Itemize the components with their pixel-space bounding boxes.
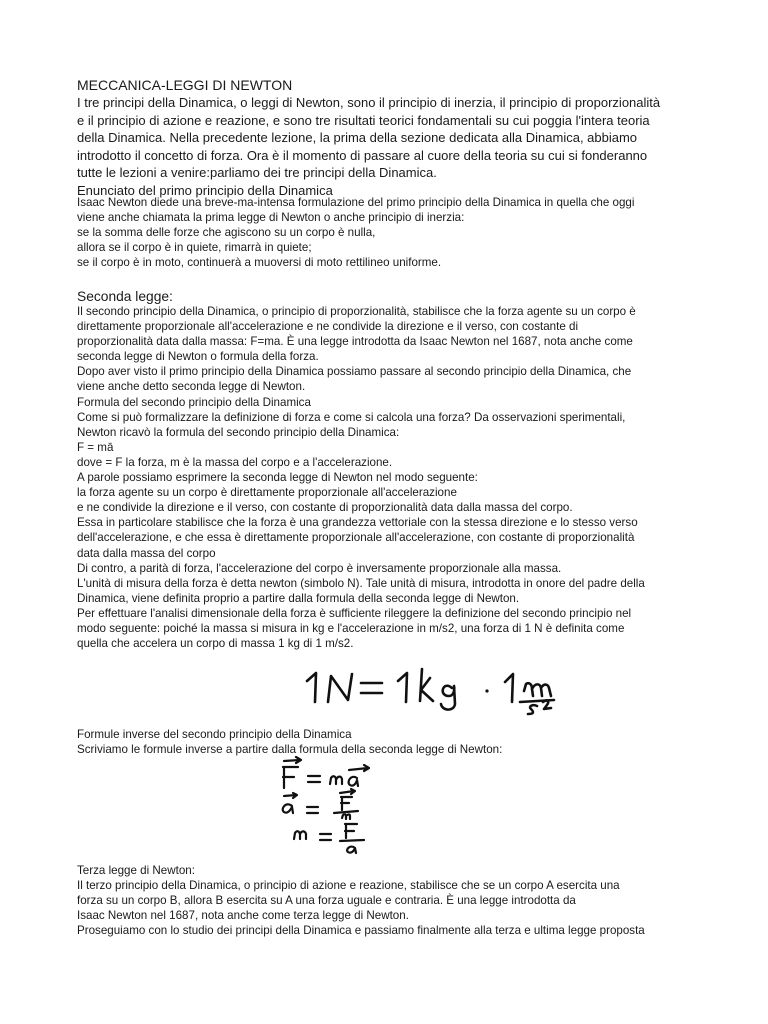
text-line: Essa in particolare stabilisce che la forza è una grandezza vettoriale con la stessa direzione e lo stesso verso (77, 516, 638, 530)
text-line: forza su un corpo B, allora B esercita su A una forza uguale e contraria. È una legge introdotta da (77, 894, 576, 908)
text-line: I tre principi della Dinamica, o leggi di Newton, sono il principio di inerzia, il principio di proporzionalità (77, 95, 661, 110)
text-line: Scriviamo le formule inverse a partire dalla formula della seconda legge di Newton: (77, 743, 503, 757)
text-line: seconda legge di Newton o formula della forza. (77, 350, 319, 364)
text-line: Per effettuare l'analisi dimensionale della forza è sufficiente rileggere la definizione del secondo principio nel (77, 606, 632, 620)
text-line: se la somma delle forze che agiscono su un corpo è nulla, (77, 226, 376, 240)
text-line: Come si può formalizzare la definizione di forza e come si calcola una forza? Da osservazioni sperimentali, (77, 410, 626, 424)
text-line: proporzionalità data dalla massa: F=ma. È una legge introdotta da Isaac Newton nel 1687, nota anche come (77, 335, 633, 349)
text-line: se il corpo è in moto, continuerà a muoversi di moto rettilineo uniforme. (77, 256, 442, 270)
page-title: MECCANICA-LEGGI DI NEWTON (77, 77, 293, 93)
third-law-paragraph (77, 863, 702, 938)
handwritten-inverse-formulas (272, 756, 382, 856)
text-line: data dalla massa del corpo (77, 546, 216, 560)
text-line: dove = F la forza, m è la massa del corpo e a l'accelerazione. (77, 455, 393, 469)
section-heading: Enunciato del primo principio della Dinamica (77, 182, 333, 198)
formula-line: F = mā (77, 440, 114, 454)
text-line: Il secondo principio della Dinamica, o principio di proporzionalità, stabilisce che la forza agente su un corpo è (77, 305, 636, 318)
text-line: Dopo aver visto il primo principio della Dinamica possiamo passare al secondo principio della Dinamica, che (77, 365, 632, 379)
text-line: quella che accelera un corpo di massa 1 kg di 1 m/s2. (77, 637, 354, 651)
intro-paragraph (77, 94, 702, 200)
section-heading: Terza legge di Newton: (77, 864, 195, 877)
text-line: modo seguente: poiché la massa si misura in kg e l'accelerazione in m/s2, una forza di 1 N è definita come (77, 621, 625, 635)
text-line: dell'accelerazione, e che essa è direttamente proporzionale all'accelerazione, con costante di proporzionalità (77, 531, 635, 545)
text-line: Isaac Newton nel 1687, nota anche come terza legge di Newton. (77, 909, 409, 923)
text-line: Di contro, a parità di forza, l'accelerazione del corpo è inversamente proporzionale alla massa. (77, 561, 562, 575)
first-law-paragraph (77, 195, 702, 270)
text-line: Proseguiamo con lo studio dei principi della Dinamica e passiamo finalmente alla terza e ultima legge proposta (77, 924, 645, 938)
text-line: Isaac Newton diede una breve-ma-intensa formulazione del primo principio della Dinamica in quella che oggi (77, 196, 635, 209)
text-line: Newton ricavò la formula del secondo principio della Dinamica: (77, 425, 400, 439)
text-line: la forza agente su un corpo è direttamente proporzionale all'accelerazione (77, 486, 457, 500)
text-line: direttamente proporzionale all'accelerazione e ne condivide la direzione e il verso, con costante di (77, 320, 579, 334)
text-line: A parole possiamo esprimere la seconda legge di Newton nel modo seguente: (77, 471, 478, 485)
text-line: viene anche chiamata la prima legge di Newton o anche principio di inerzia: (77, 211, 465, 225)
section-heading: Formule inverse del secondo principio della Dinamica (77, 728, 352, 741)
text-line: della Dinamica. Nella precedente lezione, la prima della sezione dedicata alla Dinamica, abbiamo (77, 130, 638, 146)
second-law-paragraph (77, 304, 702, 651)
inverse-formulas-paragraph (77, 727, 702, 757)
handwritten-newton-unit-formula (300, 664, 570, 714)
text-line: introdotto il concetto di forza. Ora è il momento di passare al cuore della teoria su cui si fonderanno (77, 147, 648, 163)
text-line: tutte le lezioni a venire:parliamo dei tre principi della Dinamica. (77, 165, 437, 181)
text-line: L'unità di misura della forza è detta newton (simbolo N). Tale unità di misura, introdotta in onore del padre della (77, 576, 645, 590)
text-line: e ne condivide la direzione e il verso, con costante di proporzionalità data dalla massa del corpo. (77, 501, 573, 515)
text-line: allora se il corpo è in quiete, rimarrà in quiete; (77, 241, 312, 255)
text-line: Il terzo principio della Dinamica, o principio di azione e reazione, stabilisce che se un corpo A esercita una (77, 879, 620, 893)
text-line: e il principio di azione e reazione, e sono tre risultati teorici fondamentali su cui poggia l'intera teoria (77, 112, 650, 128)
section-heading: Formula del secondo principio della Dinamica (77, 395, 311, 409)
text-line: viene anche detto seconda legge di Newton. (77, 380, 306, 394)
second-law-heading: Seconda legge: (77, 289, 173, 304)
text-line: Dinamica, viene definita proprio a partire dalla formula della seconda legge di Newton. (77, 591, 520, 605)
